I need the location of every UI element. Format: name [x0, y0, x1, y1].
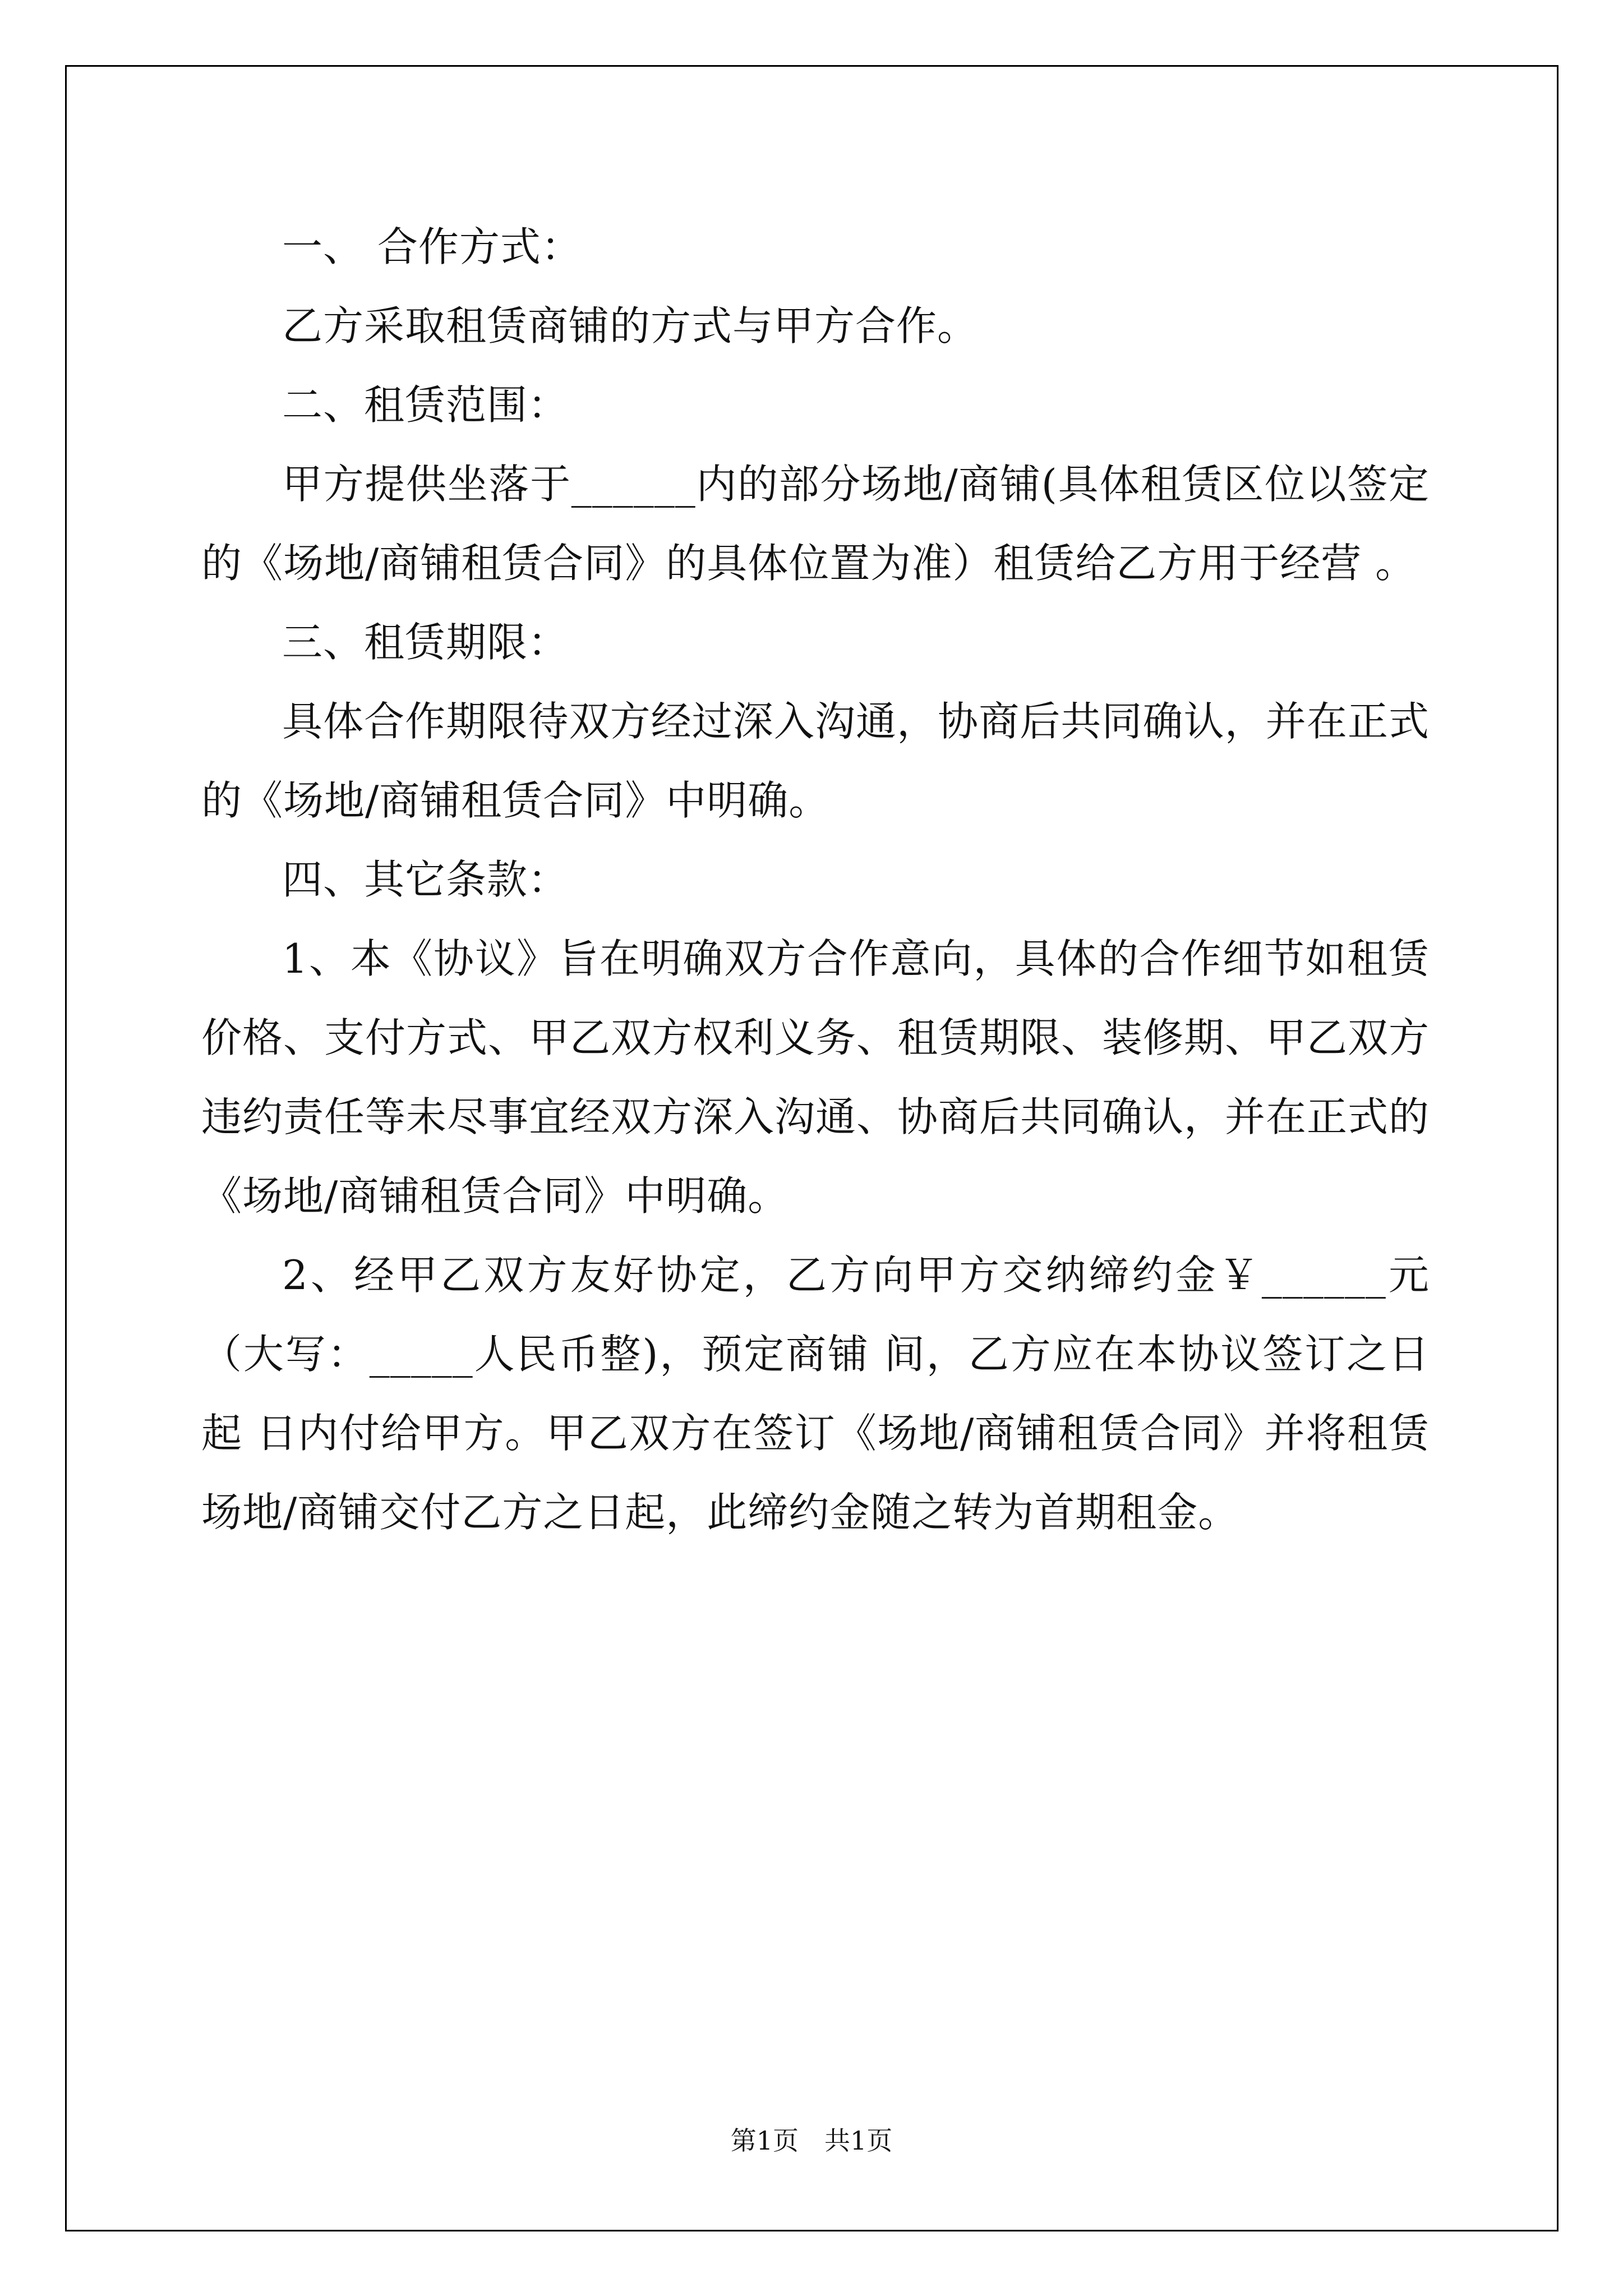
paragraph-scope: 甲方提供坐落于______内的部分场地/商铺(具体租赁区位以签定的《场地/商铺租赁合同》的具体位置为准）租赁给乙方用于经营 。 [201, 461, 1430, 587]
section-heading-other: 四、其它条款： [282, 856, 569, 903]
section-heading-scope: 二、租赁范围： [282, 381, 569, 429]
clause-1: 1、本《协议》旨在明确双方合作意向，具体的合作细节如租赁价格、支付方式、甲乙双方权利义务、租赁期限、装修期、甲乙双方违约责任等未尽事宜经双方深入沟通、协商后共同确认，并在正式的《场地/商铺租赁合同》中明确。 [201, 935, 1430, 1220]
section-heading-term: 三、租赁期限： [282, 619, 569, 666]
paragraph-cooperation: 乙方采取租赁商铺的方式与甲方合作。 [282, 302, 979, 349]
paragraph-term: 具体合作期限待双方经过深入沟通，协商后共同确认，并在正式的《场地/商铺租赁合同》中明确。 [201, 698, 1430, 824]
section-heading-cooperation: 一、 合作方式： [282, 223, 582, 270]
clause-2: 2、经甲乙双方友好协定，乙方向甲方交纳缔约金￥______元（大写：_____人民币整)，预定商铺 间，乙方应在本协议签订之日起 日内付给甲方。甲乙双方在签订《场地/商铺租赁合同》并将租赁场地/商铺交付乙方之日起，此缔约金随之转为首期租金。 [201, 1251, 1430, 1536]
document-body [201, 208, 1430, 1552]
page-footer: 第1页 共1页 [730, 2125, 893, 2156]
